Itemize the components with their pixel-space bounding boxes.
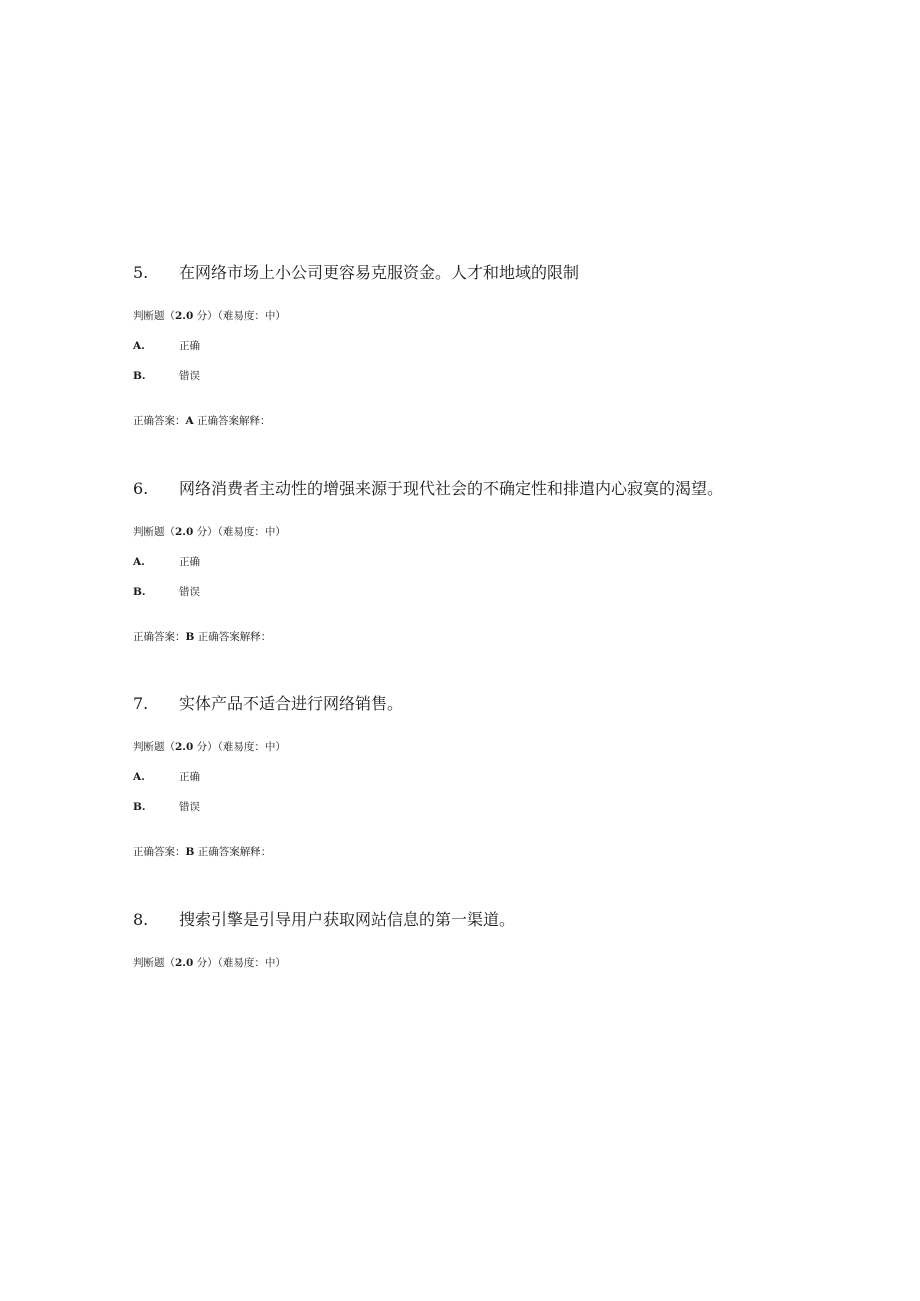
option-letter: B. bbox=[133, 370, 146, 382]
option-letter: B. bbox=[133, 801, 146, 813]
meta-score: 2.0 bbox=[175, 310, 194, 322]
question-number: 7. bbox=[133, 694, 149, 713]
option-text: 错误 bbox=[179, 370, 200, 382]
question-meta bbox=[133, 740, 833, 754]
option-letter: A. bbox=[133, 556, 145, 568]
meta-prefix: 判断题（ bbox=[133, 310, 175, 322]
question-meta bbox=[133, 956, 833, 970]
question-title bbox=[133, 263, 833, 283]
meta-suffix: 分）（难易度：中） bbox=[193, 741, 286, 753]
option-text: 正确 bbox=[179, 340, 200, 352]
meta-prefix: 判断题（ bbox=[133, 741, 175, 753]
option-b[interactable] bbox=[133, 369, 833, 383]
option-a[interactable] bbox=[133, 555, 833, 569]
option-text: 正确 bbox=[179, 771, 200, 783]
option-a[interactable] bbox=[133, 339, 833, 353]
answer-letter: B bbox=[185, 631, 195, 643]
answer-prefix: 正确答案： bbox=[133, 415, 186, 427]
meta-prefix: 判断题（ bbox=[133, 526, 175, 538]
question-title bbox=[133, 910, 833, 930]
option-a[interactable] bbox=[133, 770, 833, 784]
option-letter: B. bbox=[133, 586, 146, 598]
answer-suffix: 正确答案解释： bbox=[194, 846, 272, 858]
question-number: 8. bbox=[133, 910, 149, 929]
question-8 bbox=[133, 910, 833, 970]
meta-score: 2.0 bbox=[175, 957, 194, 969]
question-title bbox=[133, 694, 833, 714]
question-5 bbox=[133, 263, 833, 428]
meta-prefix: 判断题（ bbox=[133, 957, 175, 969]
meta-score: 2.0 bbox=[175, 741, 194, 753]
meta-suffix: 分）（难易度：中） bbox=[193, 957, 286, 969]
meta-suffix: 分）（难易度：中） bbox=[193, 526, 286, 538]
question-number: 6. bbox=[133, 479, 149, 498]
meta-score: 2.0 bbox=[175, 526, 194, 538]
question-title bbox=[133, 479, 833, 499]
question-text: 搜索引擎是引导用户获取网站信息的第一渠道。 bbox=[179, 910, 516, 929]
option-text: 错误 bbox=[179, 801, 200, 813]
question-text: 实体产品不适合进行网络销售。 bbox=[179, 694, 404, 713]
answer-line bbox=[133, 630, 833, 644]
question-meta bbox=[133, 525, 833, 539]
answer-letter: A bbox=[185, 415, 194, 427]
option-letter: A. bbox=[133, 340, 145, 352]
option-b[interactable] bbox=[133, 800, 833, 814]
option-text: 正确 bbox=[179, 556, 200, 568]
meta-suffix: 分）（难易度：中） bbox=[193, 310, 286, 322]
option-text: 错误 bbox=[179, 586, 200, 598]
option-letter: A. bbox=[133, 771, 145, 783]
question-text: 在网络市场上小公司更容易克服资金。人才和地域的限制 bbox=[179, 263, 580, 282]
answer-suffix: 正确答案解释： bbox=[193, 415, 271, 427]
answer-prefix: 正确答案： bbox=[133, 631, 186, 643]
answer-suffix: 正确答案解释： bbox=[194, 631, 272, 643]
question-meta bbox=[133, 309, 833, 323]
question-7 bbox=[133, 694, 833, 859]
answer-line bbox=[133, 845, 833, 859]
option-b[interactable] bbox=[133, 585, 833, 599]
question-6 bbox=[133, 479, 833, 644]
question-text: 网络消费者主动性的增强来源于现代社会的不确定性和排遣内心寂寞的渴望。 bbox=[179, 479, 724, 498]
answer-letter: B bbox=[185, 846, 195, 858]
answer-line bbox=[133, 414, 833, 428]
question-number: 5. bbox=[133, 263, 149, 282]
answer-prefix: 正确答案： bbox=[133, 846, 186, 858]
